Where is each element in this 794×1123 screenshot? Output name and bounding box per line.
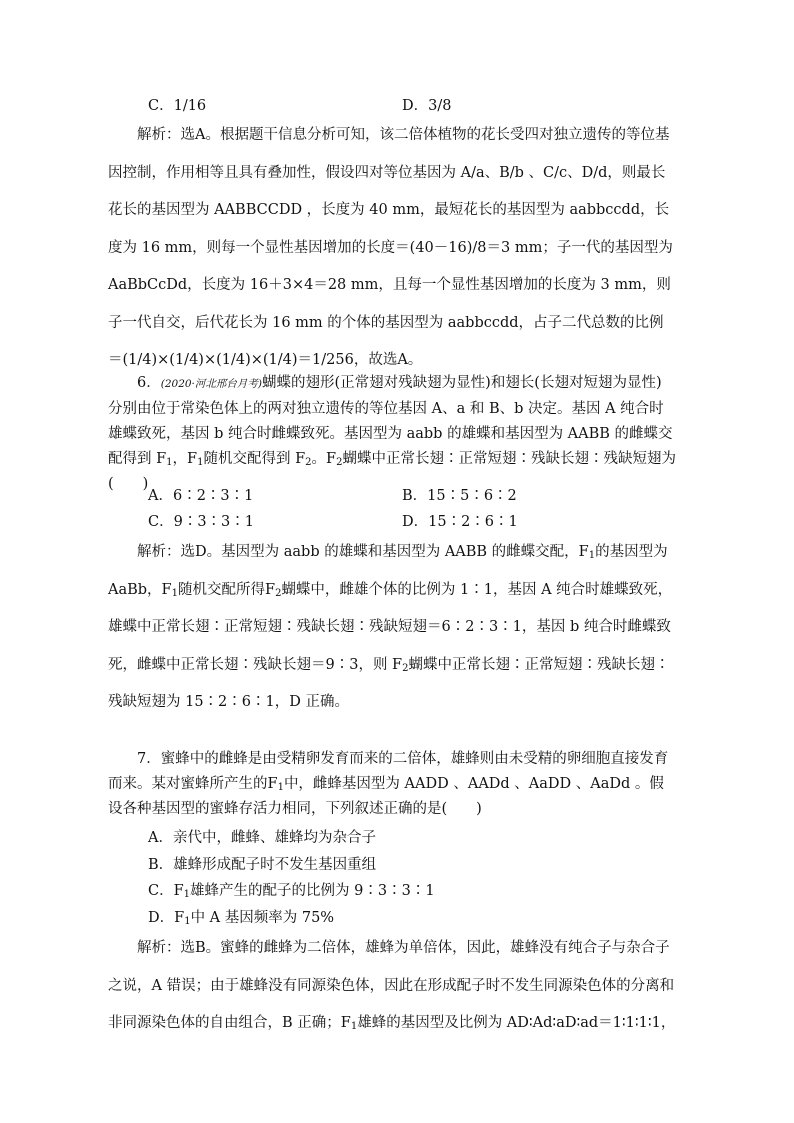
question-number: 7． bbox=[137, 751, 161, 767]
prev-option-d: D．3/8 bbox=[402, 98, 452, 114]
question-7-stem: 7．蜜蜂中的雌蜂是由受精卵发育而来的二倍体，雄蜂则由未受精的卵细胞直接发育而来。某对蜜蜂所产生的$F_1$中，雌蜂基因型为 AADD 、AADd 、AaDD 、AaDd 。假设各种基因型的蜜蜂存活力相同，下列叙述正确的是( ) bbox=[108, 751, 669, 817]
q7-option-a[interactable]: A．亲代中，雌蜂、雄蜂均为杂合子 bbox=[148, 830, 376, 846]
explanation-lead: 解析：选D。 bbox=[137, 544, 222, 560]
question-source: (2020·河北邢台月考) bbox=[160, 378, 262, 390]
question-number: 6． bbox=[137, 375, 161, 391]
q7-option-b[interactable]: B．雄蜂形成配子时不发生基因重组 bbox=[148, 857, 377, 873]
question-6-stem: 6．(2020·河北邢台月考)蝴蝶的翅形(正常翅对残缺翅为显性)和翅长(长翅对短翅为显性)分别由位于常染色体上的两对独立遗传的等位基因 A、a 和 B、b 决定。基因 A 纯合时雄蝶致死，基因 b 纯合时雌蝶致死。基因型为 aabb 的雄蝶和基因型为 AABB 的雌蝶交配得到 $F_1$，$F_1$随机交配得到 $F_2$。$F_2$蝴蝶中正常长翅∶正常短翅∶残缺长翅∶残缺短翅为( ) bbox=[108, 375, 676, 492]
question-7-explanation: 解析：选B。蜜蜂的雌蜂为二倍体，雄蜂为单倍体，因此，雄蜂没有纯合子与杂合子之说，A 错误；由于雄蜂没有同源染色体，因此在形成配子时不发生同源染色体的分离和非同源染色体的自由组合，B 正确；$F_1$雄蜂的基因型及比例为 AD∶Ad∶aD∶ad＝1∶1∶1∶1， bbox=[108, 940, 676, 1032]
question-6-explanation: 解析：选D。基因型为 aabb 的雄蝶和基因型为 AABB 的雌蝶交配，$F_1$的基因型为 AaBb，$F_1$随机交配所得$F_2$蝴蝶中，雌雄个体的比例为 1∶1，基因 A 纯合时雄蝶致死，雄蝶中正常长翅∶正常短翅∶残缺长翅∶残缺短翅＝6∶2∶3∶1，基因 b 纯合时雌蝶致死，雌蝶中正常长翅∶残缺长翅＝9∶3，则 $F_2$蝴蝶中正常长翅∶正常短翅∶残缺长翅∶残缺短翅为 15∶2∶6∶1，D 正确。 bbox=[108, 544, 673, 710]
prev-option-c: C．1/16 bbox=[148, 98, 207, 114]
prev-options-row bbox=[0, 94, 794, 116]
q7-option-c[interactable]: C．$F_1$雄蜂产生的配子的比例为 9∶3∶3∶1 bbox=[148, 883, 435, 900]
q6-option-d[interactable]: D．15∶2∶6∶1 bbox=[402, 514, 518, 530]
explanation-text: 根据题干信息分析可知，该二倍体植物的花长受四对独立遗传的等位基因控制，作用相等且具有叠加性，假设四对等位基因为 A/a、B/b 、C/c、D/d，则最长花长的基因型为 AABBCCDD ，长度为 40 mm，最短花长的基因型为 aabbccdd，长度为 16 mm，则每一个显性基因增加的长度＝(40－16)/8＝3 mm；子一代的基因型为 AaBbCcDd，长度为 16＋3×4＝28 mm，且每一个显性基因增加的长度为 3 mm，则子一代自交，后代花长为 16 mm 的个体的基因型为 aabbccdd，占子二代总数的比例＝(1/4)×(1/4)×(1/4)×(1/4)＝1/256，故选A。 bbox=[108, 127, 673, 368]
q6-option-b[interactable]: B．15∶5∶6∶2 bbox=[402, 488, 517, 504]
prev-explanation bbox=[108, 117, 676, 380]
explanation-lead: 解析：选B。 bbox=[137, 940, 221, 956]
explanation-lead: 解析：选A。 bbox=[137, 127, 220, 143]
q6-option-a[interactable]: A．6∶2∶3∶1 bbox=[148, 488, 254, 504]
q6-option-c[interactable]: C．9∶3∶3∶1 bbox=[148, 514, 254, 530]
q7-option-d[interactable]: D．$F_1$中 A 基因频率为 75% bbox=[148, 910, 335, 927]
